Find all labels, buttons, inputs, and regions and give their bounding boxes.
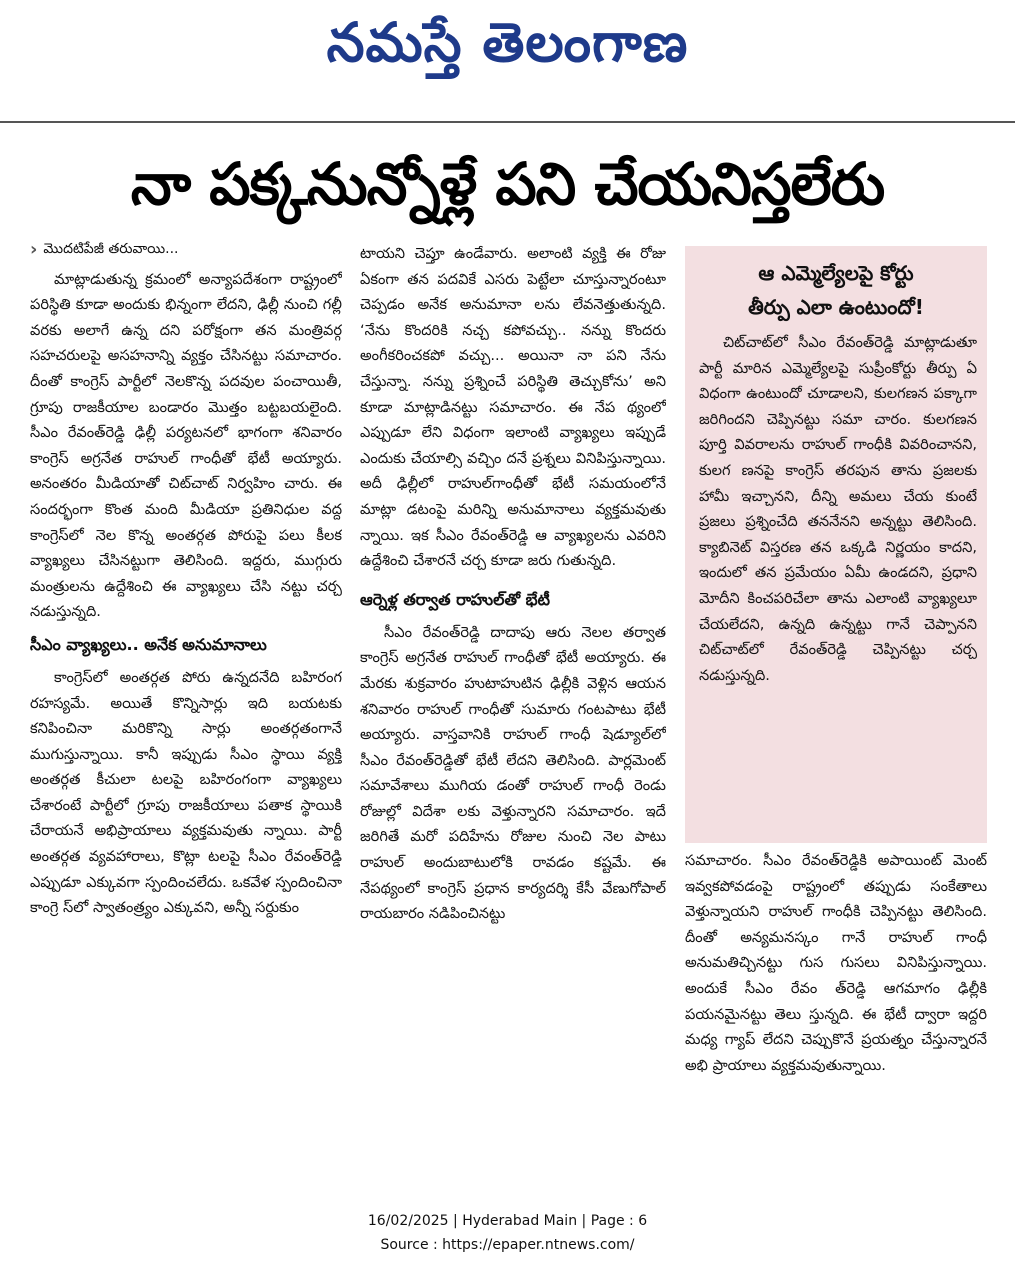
sidebar-title-line-2: తీర్పు ఎలా ఉంటుందో! xyxy=(748,295,924,319)
continuation-label: మొదటిపేజీ తరువాయి... xyxy=(43,241,179,257)
paragraph: సీఎం రేవంత్‌రెడ్డి దాదాపు ఆరు నెలల తర్వాత కాంగ్రెస్ అగ్రనేత రాహుల్ గాంధీతో భేటీ అయ్యారు. ఈ మేరకు శుక్రవారం హుటాహుటిన ఢిల్లీకి వెళ్లిన ఆయన శనివారం రాహుల్ గాంధీతో సుమారు గంటపాటు భేటీ అయ్యారు. వాస్తవానికి రాహుల్ గాంధీ షెడ్యూల్‌లో సీఎం రేవంత్‌రెడ్డితో భేటీ లేదని తెలిసింది. పార్లమెంట్ సమావేశాలు ముగియ డంతో రాహుల్ గాంధీ రెండు రోజుల్లో విదేశా లకు వెళ్తున్నారని సమాచారం. ఇదే జరిగితే మరో పదిహేను రోజుల నుంచి నెల పాటు రాహుల్ అందుబాటులోకి రావడం కష్టమే. ఈ నేపథ్యంలో కాంగ్రెస్ ప్రధాన కార్యదర్శి కేసీ వేణుగోపాల్ రాయబారం నడిపించినట్టు xyxy=(360,623,666,923)
sidebar-title xyxy=(685,246,987,330)
paragraph: టాయని చెప్తూ ఉండేవారు. అలాంటి వ్యక్తి ఈ రోజు ఏకంగా తన పదవికే ఎసరు పెట్టేలా చూస్తున్నారంటూ చెప్పడం అనేక అనుమానా లను లేవనెత్తుతున్నది. ‘నేను కొందరికి నచ్చ కపోవచ్చు.. నన్ను కొందరు అంగీకరించకపో వచ్చు... అయినా నా పని నేను చేస్తున్నా. నన్ను ప్రశ్నించే పరిస్థితి తెచ్చుకోను’ అని కూడా మాట్లాడినట్టు సమాచారం. ఈ నేప థ్యంలో ఎప్పుడూ లేని విధంగా ఇలాంటి వ్యాఖ్యలు ఇప్పుడే ఎందుకు చేయాల్సి వచ్చిం దనే ప్రశ్నలు వినిపిస్తున్నాయి. అదీ ఢిల్లీలో రాహుల్‌గాంధీతో భేటీ సమయంలోనే మాట్లా డటంపై మరిన్ని అనుమానాలు వ్యక్తమవుతు న్నాయి. ఇక సీఎం రేవంత్‌రెడ్డి ఆ వ్యాఖ్యలను ఎవరిని ఉద్దేశించి చేశారనే చర్చ కూడా జరు గుతున్నది. xyxy=(360,245,666,570)
footer-source: Source : https://epaper.ntnews.com/ xyxy=(380,1237,635,1253)
article-headline: నా పక్కనున్నోళ్లే పని చేయనిస్తలేరు xyxy=(130,150,885,218)
article-column-1 xyxy=(30,237,342,1137)
paragraph: సమాచారం. సీఎం రేవంత్‌రెడ్డికి అపాయింట్ మెంట్ ఇవ్వకపోవడంపై రాష్ట్రంలో తప్పుడు సంకేతాలు వెళ్తున్నాయని రాహుల్ గాంధీకి చెప్పినట్టు తెలిసింది. దీంతో అన్యమనస్కం గానే రాహుల్ గాంధీ అనుమతిచ్చినట్టు గుస గుసలు వినిపిస్తున్నాయి. అందుకే సీఎం రేవం త్‌రెడ్డి ఆగమాగం ఢిల్లీకి పయనమైనట్టు తెలు స్తున్నది. ఈ భేటీ ద్వారా ఇద్దరి మధ్య గ్యాప్ లేదని చెప్పుకొనే ప్రయత్నం చేస్తున్నారనే అభి ప్రాయాలు వ్యక్తమవుతున్నాయి. xyxy=(685,852,987,1074)
footer-dateline: 16/02/2025 | Hyderabad Main | Page : 6 xyxy=(367,1213,648,1229)
header-divider xyxy=(0,121,1015,123)
masthead xyxy=(0,0,1015,100)
paragraph: మాట్లాడుతున్న క్రమంలో అన్యాపదేశంగా రాష్ట్రంలో పరిస్థితి కూడా అందుకు భిన్నంగా లేదని, ఢిల్లీ నుంచి గల్లీ వరకు అలాగే ఉన్న దని పరోక్షంగా తన మంత్రివర్గ సహచరులపై అసహనాన్ని వ్యక్తం చేసినట్టు సమాచారం. దీంతో కాంగ్రెస్ పార్టీలో నెలకొన్న పదవుల పంచాయితీ, గ్రూపు రాజకీయాల బండారం మొత్తం బట్టబయలైంది. సీఎం రేవంత్‌రెడ్డి ఢిల్లీ పర్యటనలో భాగంగా శనివారం కాంగ్రెస్ అగ్రనేత రాహుల్ గాంధీతో భేటీ అయ్యారు. అనంతరం మీడియాతో చిట్‌చాట్ నిర్వహిం చారు. ఈ సందర్భంగా కొంత మంది మీడియా ప్రతినిధుల వద్ద కాంగ్రెస్‌లో నెల కొన్న అంతర్గత పోరుపై పలు కీలక వ్యాఖ్యలు చేసినట్టుగా తెలిసింది. ఇద్దరు, ముగ్గురు మంత్రులను ఉద్దేశించి ఈ వ్యాఖ్యలు చేసి నట్టు చర్చ నడుస్తున్నది. xyxy=(30,270,342,621)
subheading: ఆర్నెళ్ల తర్వాత రాహుల్‌తో భేటీ xyxy=(360,589,550,609)
continuation-note xyxy=(30,237,342,263)
subheading: సీఎం వ్యాఖ్యలు.. అనేక అనుమానాలు xyxy=(30,634,267,654)
paragraph: చిట్‌చాట్‌లో సీఎం రేవంత్‌రెడ్డి మాట్లాడుతూ పార్టీ మారిన ఎమ్మెల్యేలపై సుప్రీంకోర్టు తీర్పు ఏ విధంగా ఉంటుందో చూడాలని, కులగణన పక్కాగా జరిగిందని చెప్పినట్టు సమా చారం. కులగణన పూర్తి వివరాలను రాహుల్ గాంధీకి వివరించానని, కులగ ణనపై కాంగ్రెస్ తరపున తాను ప్రజలకు హామీ ఇచ్చానని, దీన్ని అమలు చేయ కుంటే ప్రజలు ప్రశ్నించేది తననేనని అన్నట్టు తెలిసింది. క్యాబినెట్ విస్తరణ తన ఒక్కడి నిర్ణయం కాదని, ఇందులో తన ప్రమేయం ఏమీ ఉండదని, ప్రధాని మోదీని కించపరిచేలా తాను ఎలాంటి వ్యాఖ్యలూ చేయలేదని, ఉన్నది ఉన్నట్టు గానే చెప్పానని చిట్‌చాట్‌లో రేవంత్‌రెడ్డి చెప్పినట్టు చర్చ నడుస్తున్నది. xyxy=(699,334,977,684)
sidebar-title-line-1: ఆ ఎమ్మెల్యేలపై కోర్టు xyxy=(758,261,914,285)
newspaper-logo: నమస్తే తెలంగాణ xyxy=(326,11,689,74)
paragraph: కాంగ్రెస్‌లో అంతర్గత పోరు ఉన్నదనేది బహిరంగ రహస్యమే. అయితే కొన్నిసార్లు ఇది బయటకు కనిపించినా మరికొన్ని సార్లు అంతర్గతంగానే ముగుస్తున్నాయి. కానీ ఇప్పుడు సీఎం స్థాయి వ్యక్తి అంతర్గత కీచులా టలపై బహిరంగంగా వ్యాఖ్యలు చేశారంటే పార్టీలో గ్రూపు రాజకీయాలు పతాక స్థాయికి చేరాయనే అభిప్రాయాలు వ్యక్తమవుతు న్నాయి. పార్టీ అంతర్గత వ్యవహారాలు, కొట్లా టలపై సీఎం రేవంత్‌రెడ్డి ఎప్పుడూ ఎక్కువగా స్పందించలేదు. ఒకవేళ స్పందించినా కాంగ్రె స్‌లో స్వాతంత్ర్యం ఎక్కువని, అన్నీ సర్దుకుం xyxy=(30,668,342,917)
sidebar-body xyxy=(685,330,987,688)
sidebar-box xyxy=(685,246,987,843)
article-column-2 xyxy=(360,241,666,1137)
article-column-3 xyxy=(685,848,987,1138)
chevron-right-icon: › xyxy=(30,239,38,260)
